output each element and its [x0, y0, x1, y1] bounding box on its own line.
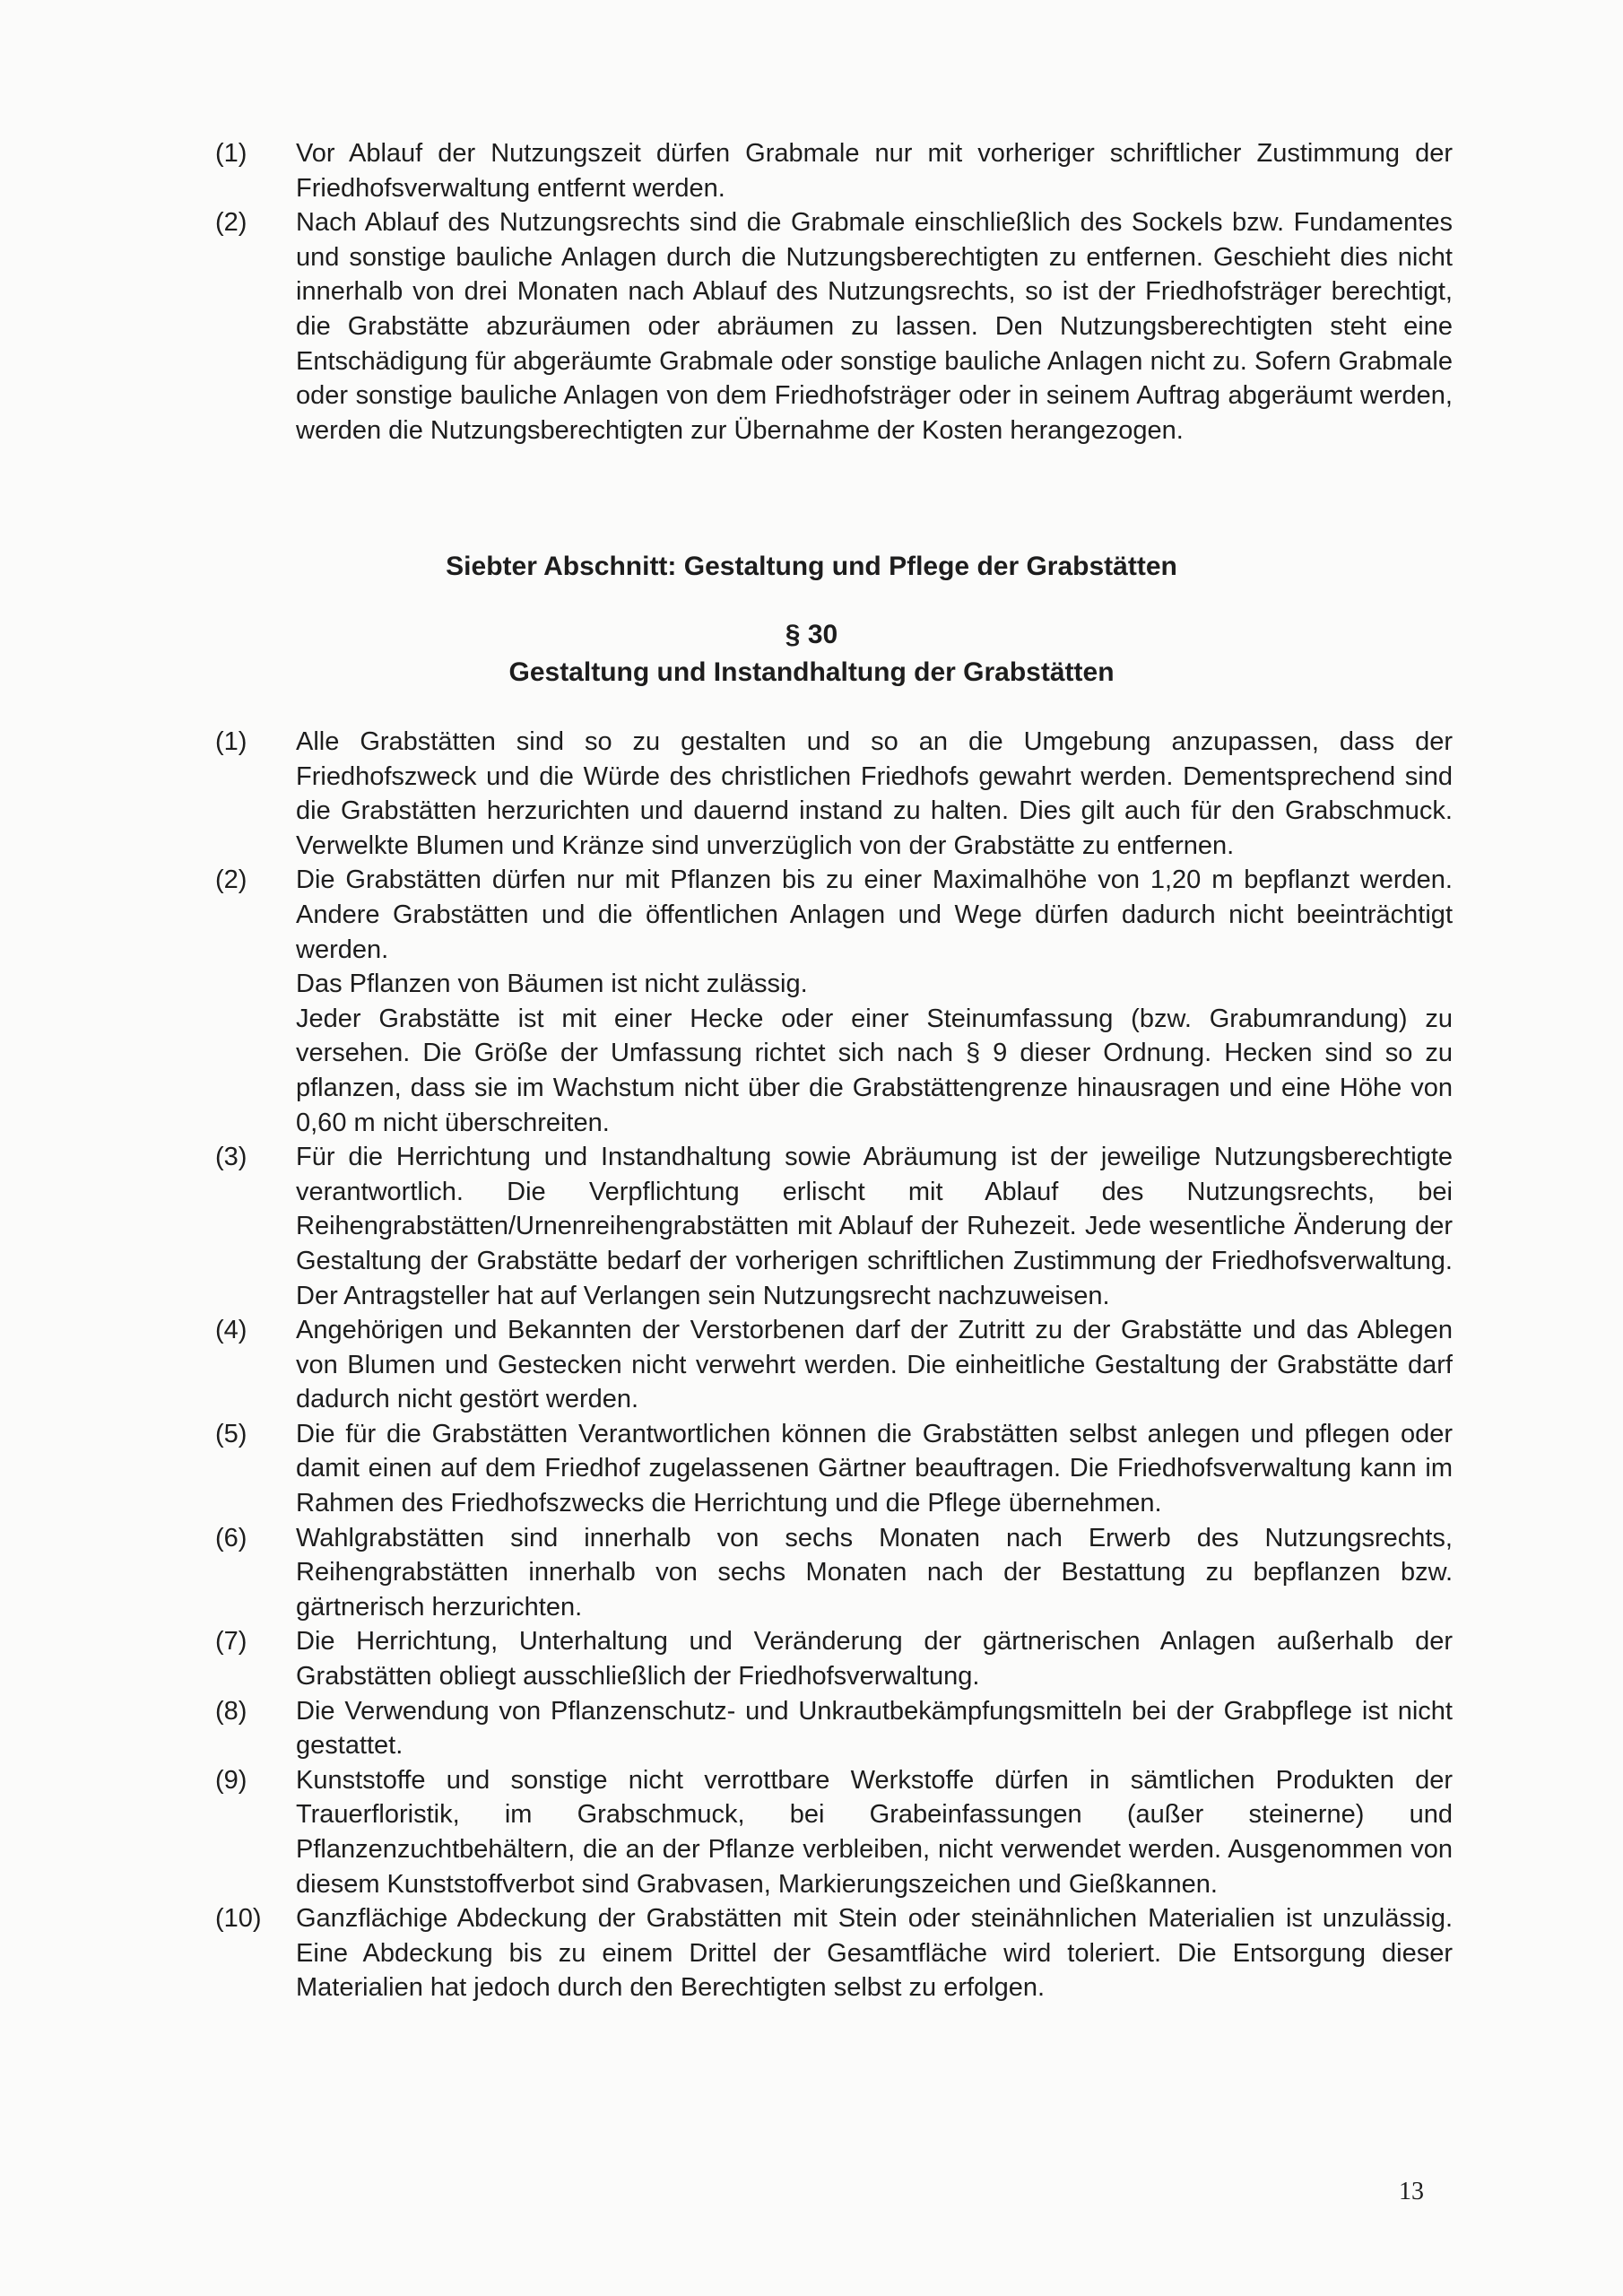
clause-body [296, 1140, 1453, 1313]
page-number: 13 [1399, 2178, 1424, 2205]
clause-item [215, 863, 1453, 1140]
clause-item [215, 1417, 1453, 1521]
clause-number: (4) [215, 1316, 247, 1345]
clause-text: Die Herrichtung, Unterhaltung und Veränderung der gärtnerischen Anlagen außerhalb der Grabstätten obliegt ausschließlich der Friedhofsverwaltung. [296, 1627, 1453, 1692]
clause-number: (9) [215, 1765, 247, 1795]
clause-text: Die Verwendung von Pflanzenschutz- und Unkrautbekämpfungsmitteln bei der Grabpflege ist nicht gestattet. [296, 1696, 1453, 1761]
clause-number: (1) [215, 139, 247, 168]
clause-body [296, 1901, 1453, 2005]
clause-body [296, 725, 1453, 863]
clause-number: (5) [215, 1419, 247, 1448]
clause-text: Jeder Grabstätte ist mit einer Hecke oder einer Steinumfassung (bzw. Grabumrandung) zu versehen. Die Größe der Umfassung richtet sich nach § 9 dieser Ordnung. Hecken sind so zu pflanzen, dass sie im Wachstum nicht über die Grabstättengrenze hinausragen und eine Höhe von 0,60 m nicht überschreiten. [296, 1004, 1453, 1137]
section-heading: Siebter Abschnitt: Gestaltung und Pflege der Grabstätten [446, 552, 1177, 581]
clause-number: (2) [215, 208, 247, 238]
clause-item [215, 725, 1453, 863]
clause-text: Vor Ablauf der Nutzungszeit dürfen Grabmale nur mit vorheriger schriftlicher Zustimmung der Friedhofsverwaltung entfernt werden. [296, 139, 1453, 203]
clause-text: Das Pflanzen von Bäumen ist nicht zulässig. [296, 970, 808, 999]
clause-body [296, 1624, 1453, 1693]
clause-number: (1) [215, 727, 247, 756]
clause-body [296, 1417, 1453, 1521]
clause-number: (2) [215, 865, 247, 895]
clause-item [215, 1901, 1453, 2005]
clause-body [296, 1521, 1453, 1625]
clause-text: Die für die Grabstätten Verantwortlichen können die Grabstätten selbst anlegen und pflegen oder damit einen auf dem Friedhof zugelassenen Gärtner beauftragen. Die Friedhofsverwaltung kann im Rahmen des Friedhofszwecks die Herrichtung und die Pflege übernehmen. [296, 1419, 1453, 1518]
clause-text: Wahlgrabstätten sind innerhalb von sechs Monaten nach Erwerb des Nutzungsrechts, Reihengrabstätten innerhalb von sechs Monaten nach der Bestattung zu bepflanzen bzw. gärtnerisch herzurichten. [296, 1523, 1453, 1622]
clause-item [215, 205, 1453, 448]
clause-text: Alle Grabstätten sind so zu gestalten und so an die Umgebung anzupassen, dass der Friedhofszweck und die Würde des christlichen Friedhofs gewahrt werden. Dementsprechend sind die Grabstätten herzurichten und dauernd instand zu halten. Dies gilt auch für den Grabschmuck. Verwelkte Blumen und Kränze sind unverzüglich von der Grabstätte zu entfernen. [296, 727, 1453, 860]
clause-text: Kunststoffe und sonstige nicht verrottbare Werkstoffe dürfen in sämtlichen Produkten der Trauerfloristik, im Grabschmuck, bei Grabeinfassungen (außer steinerne) und Pflanzenzuchtbehältern, die an der Pflanze verbleiben, nicht verwendet werden. Ausgenommen von diesem Kunststoffverbot sind Grabvasen, Markierungszeichen und Gießkannen. [296, 1765, 1453, 1899]
clause-text: Angehörigen und Bekannten der Verstorbenen darf der Zutritt zu der Grabstätte und das Ablegen von Blumen und Gestecken nicht verwehrt werden. Die einheitliche Gestaltung der Grabstätte darf dadurch nicht gestört werden. [296, 1316, 1453, 1414]
clause-text: Ganzflächige Abdeckung der Grabstätten mit Stein oder steinähnlichen Materialien ist unzulässig. Eine Abdeckung bis zu einem Drittel der Gesamtfläche wird toleriert. Die Entsorgung dieser Materialien hat jedoch durch den Berechtigten selbst zu erfolgen. [296, 1904, 1453, 2003]
clause-item [215, 1624, 1453, 1693]
clause-item [215, 1694, 1453, 1763]
clause-item [215, 1763, 1453, 1901]
clause-body [296, 1694, 1453, 1763]
main-clause-list [215, 725, 1453, 2005]
clause-body [296, 863, 1453, 1140]
clause-item [215, 1140, 1453, 1313]
clause-item [215, 1313, 1453, 1417]
clause-item [215, 1521, 1453, 1625]
clause-text: Die Grabstätten dürfen nur mit Pflanzen bis zu einer Maximalhöhe von 1,20 m bepflanzt werden. Andere Grabstätten und die öffentlichen Anlagen und Wege dürfen dadurch nicht beeinträchtigt werden. [296, 865, 1453, 964]
clause-item [215, 136, 1453, 205]
clause-number: (10) [215, 1904, 262, 1934]
clause-number: (7) [215, 1627, 247, 1657]
clause-text: Für die Herrichtung und Instandhaltung sowie Abräumung ist der jeweilige Nutzungsberechtigte verantwortlich. Die Verpflichtung erlischt mit Ablauf des Nutzungsrechts, bei Reihengrabstätten/Urnenreihengrabstätten mit Ablauf der Ruhezeit. Jede wesentliche Änderung der Gestaltung der Grabstätte bedarf der vorherigen schriftlichen Zustimmung der Friedhofsverwaltung. Der Antragsteller hat auf Verlangen sein Nutzungsrecht nachzuweisen. [296, 1143, 1453, 1310]
clause-text: Nach Ablauf des Nutzungsrechts sind die Grabmale einschließlich des Sockels bzw. Fundamentes und sonstige bauliche Anlagen durch die Nutzungsberechtigten zu entfernen. Geschieht dies nicht innerhalb von drei Monaten nach Ablauf des Nutzungsrechts, so ist der Friedhofsträger berechtigt, die Grabstätte abzuräumen oder abräumen zu lassen. Den Nutzungsberechtigten steht eine Entschädigung für abgeräumte Grabmale oder sonstige bauliche Anlagen nicht zu. Sofern Grabmale oder sonstige bauliche Anlagen von dem Friedhofsträger oder in seinem Auftrag abgeräumt werden, werden die Nutzungsberechtigten zur Übernahme der Kosten herangezogen. [296, 208, 1453, 445]
clause-body [296, 1313, 1453, 1417]
clause-number: (6) [215, 1523, 247, 1552]
top-clause-list [215, 136, 1453, 448]
clause-number: (8) [215, 1696, 247, 1726]
paragraph-title: Gestaltung und Instandhaltung der Grabstätten [508, 657, 1115, 687]
clause-number: (3) [215, 1143, 247, 1172]
paragraph-sign: § 30 [785, 620, 838, 649]
clause-body [296, 1763, 1453, 1901]
